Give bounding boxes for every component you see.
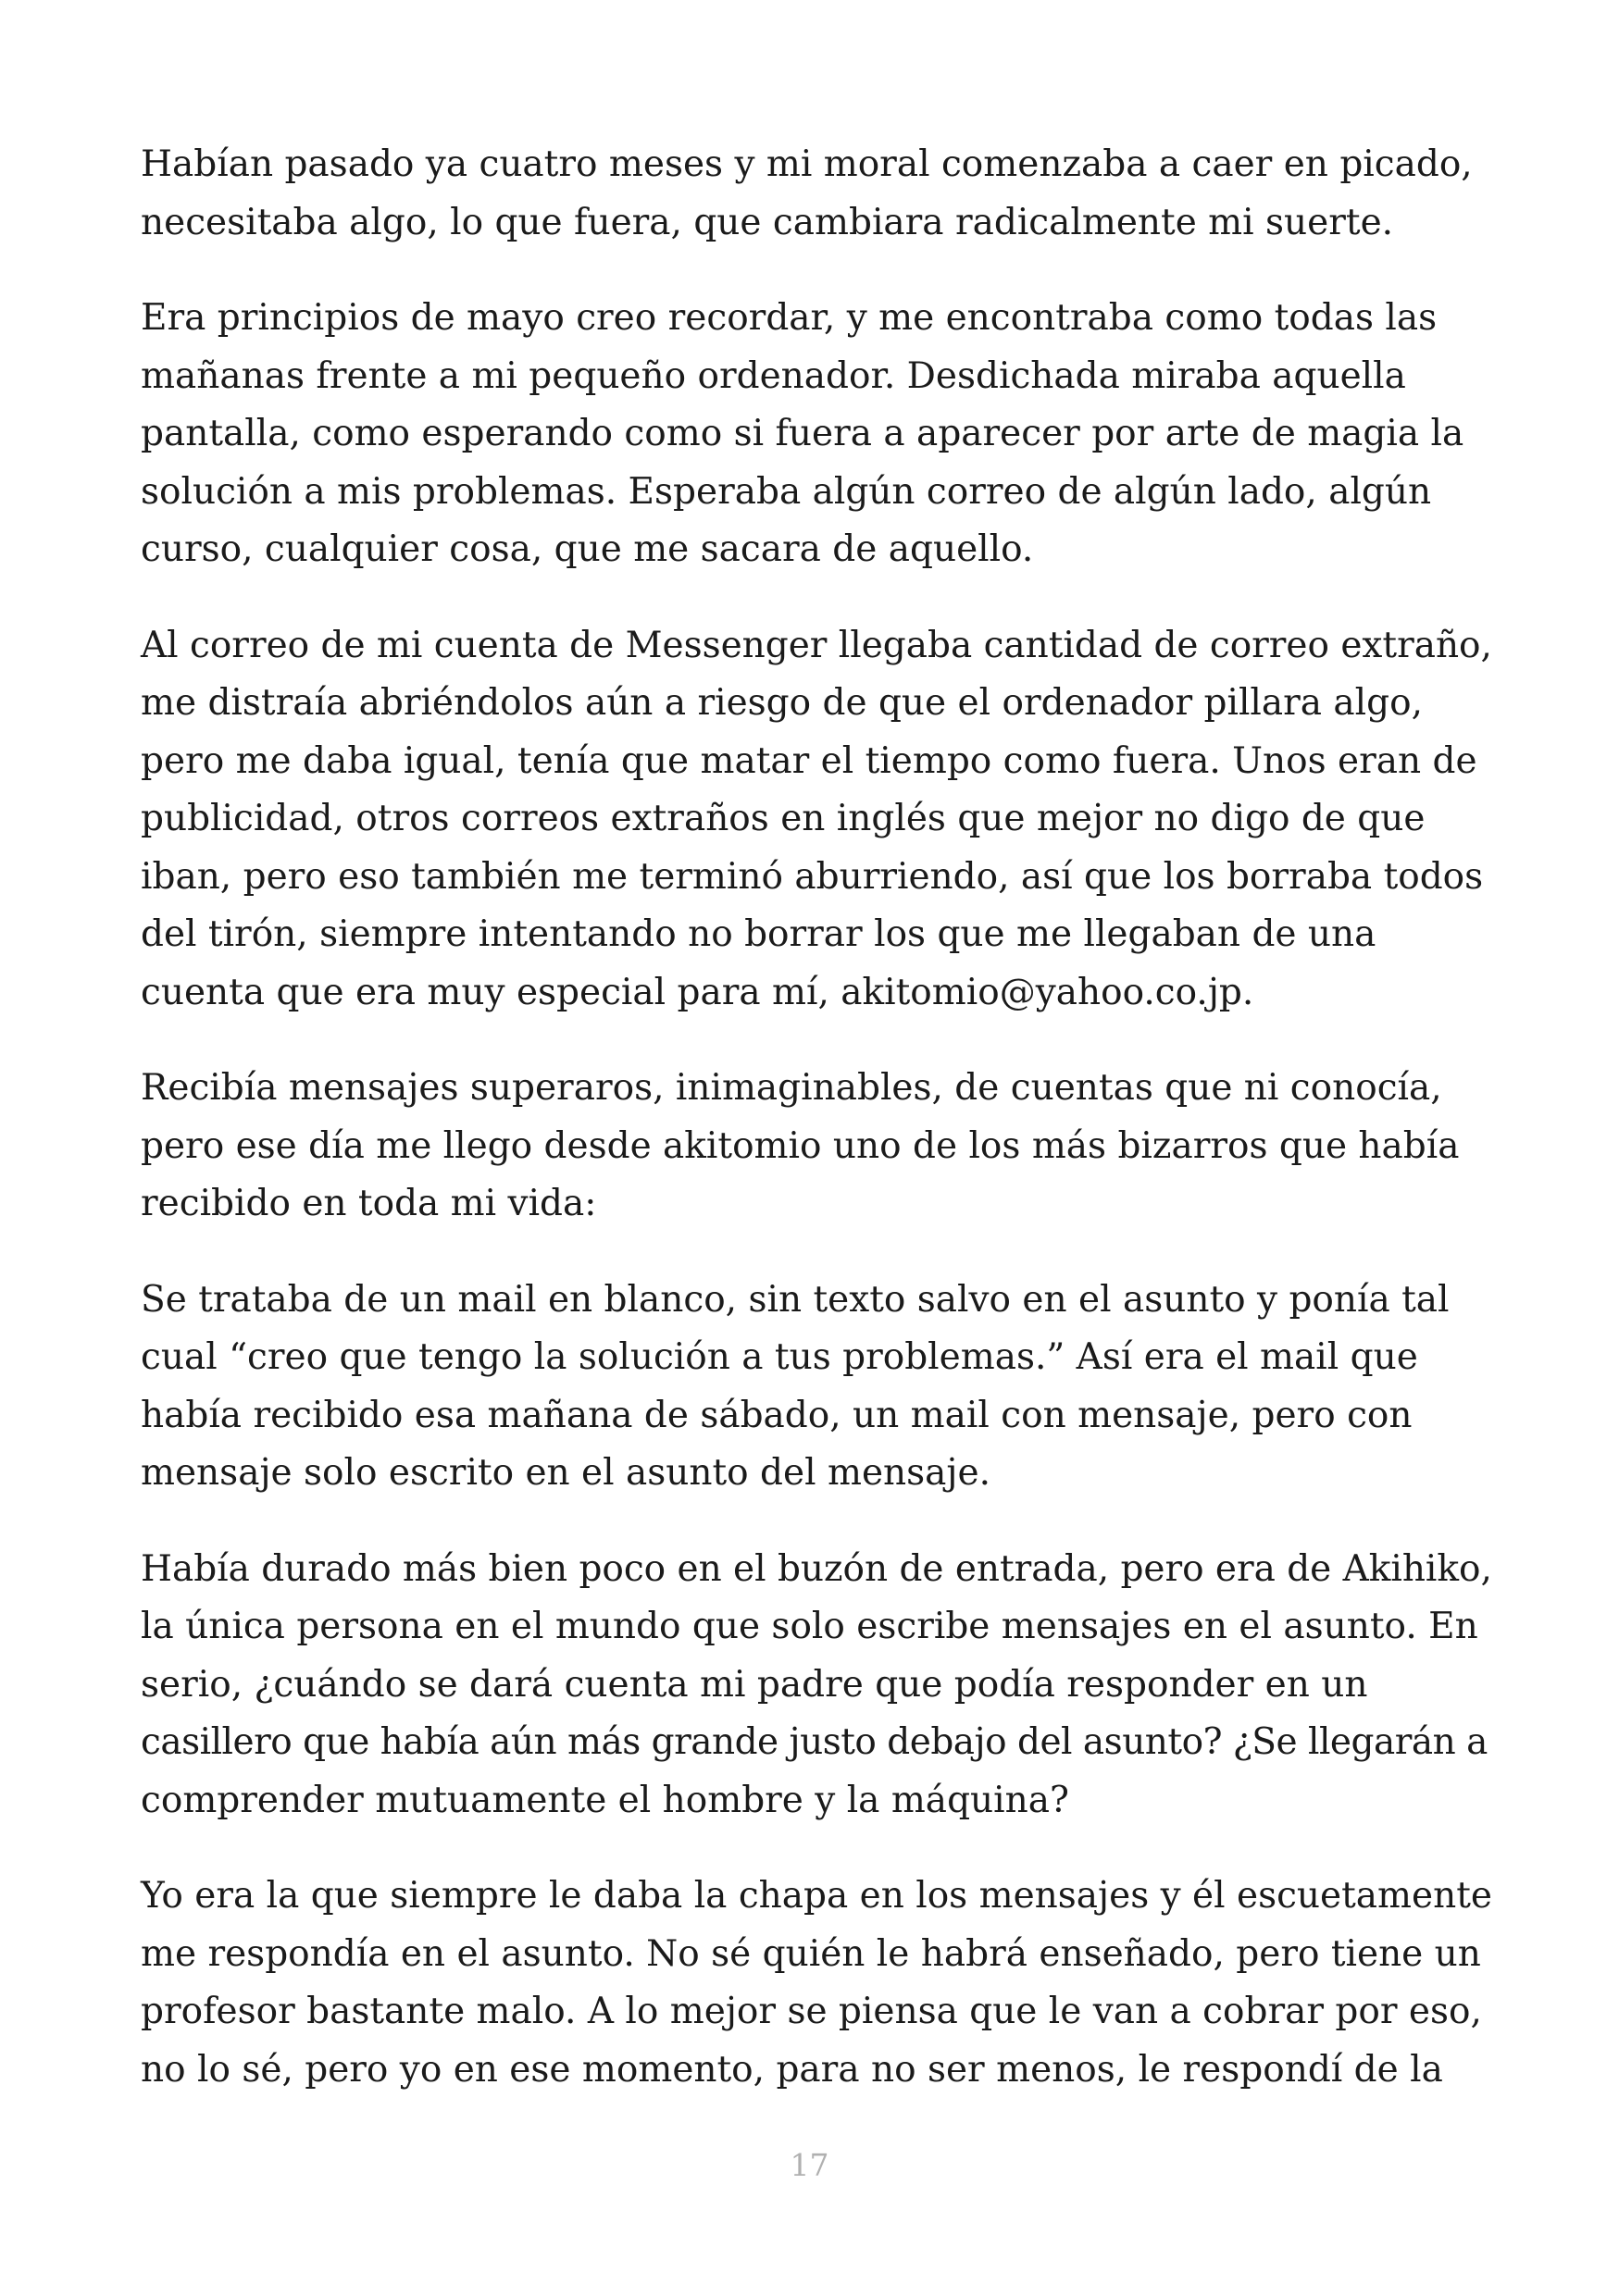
paragraph-6 <box>141 1541 1492 1831</box>
text-line: cuenta que era muy especial para mí, akitomio@yahoo.co.jp. <box>141 971 1254 1013</box>
text-line: pero me daba igual, tenía que matar el tiempo como fuera. Unos eran de <box>141 739 1477 782</box>
text-line: del tirón, siempre intentando no borrar los que me llegaban de una <box>141 913 1376 955</box>
text-line: recibido en toda mi vida: <box>141 1183 597 1224</box>
text-line: Había durado más bien poco en el buzón de entrada, pero era de Akihiko, <box>141 1547 1492 1590</box>
paragraph-3 <box>141 617 1492 1023</box>
text-line: Yo era la que siempre le daba la chapa en los mensajes y él escuetamente <box>141 1875 1492 1917</box>
text-line: Era principios de mayo creo recordar, y me encontraba como todas las <box>141 297 1438 339</box>
text-line: mensaje solo escrito en el asunto del mensaje. <box>141 1452 990 1494</box>
page-number: 17 <box>790 2147 829 2183</box>
paragraph-7 <box>141 1868 1492 2099</box>
text-line: Al correo de mi cuenta de Messenger llegaba cantidad de correo extraño, <box>141 624 1492 666</box>
text-line: solución a mis problemas. Esperaba algún correo de algún lado, algún <box>141 470 1432 513</box>
text-line: iban, pero eso también me terminó aburriendo, así que los borraba todos <box>141 855 1484 898</box>
text-line: Recibía mensajes superaros, inimaginables, de cuentas que ni conocía, <box>141 1067 1442 1109</box>
text-line: había recibido esa mañana de sábado, un mail con mensaje, pero con <box>141 1394 1413 1436</box>
paragraph-5 <box>141 1272 1492 1503</box>
text-line: me distraía abriéndolos aún a riesgo de que el ordenador pillara algo, <box>141 682 1423 724</box>
text-body <box>141 136 1492 2137</box>
text-line: serio, ¿cuándo se dará cuenta mi padre que podía responder en un <box>141 1663 1368 1706</box>
text-line: casillero que había aún más grande justo debajo del asunto? ¿Se llegarán a <box>141 1721 1488 1763</box>
text-line: no lo sé, pero yo en ese momento, para no ser menos, le respondí de la <box>141 2048 1443 2091</box>
text-line: publicidad, otros correos extraños en inglés que mejor no digo de que <box>141 798 1426 839</box>
text-line: necesitaba algo, lo que fuera, que cambiara radicalmente mi suerte. <box>141 201 1394 243</box>
text-line: profesor bastante malo. A lo mejor se piensa que le van a cobrar por eso, <box>141 1991 1482 2032</box>
text-line: cual “creo que tengo la solución a tus problemas.” Así era el mail que <box>141 1336 1418 1378</box>
text-line: Se trataba de un mail en blanco, sin texto salvo en el asunto y ponía tal <box>141 1278 1450 1321</box>
text-line: pero ese día me llego desde akitomio uno de los más bizarros que había <box>141 1124 1460 1167</box>
paragraph-1 <box>141 136 1492 252</box>
text-line: curso, cualquier cosa, que me sacara de aquello. <box>141 528 1034 570</box>
text-line: Habían pasado ya cuatro meses y mi moral comenzaba a caer en picado, <box>141 143 1473 185</box>
paragraph-4 <box>141 1060 1492 1234</box>
text-line: me respondía en el asunto. No sé quién le habrá enseñado, pero tiene un <box>141 1932 1481 1975</box>
paragraph-2 <box>141 290 1492 579</box>
text-line: pantalla, como esperando como si fuera a aparecer por arte de magia la <box>141 413 1464 454</box>
text-line: comprender mutuamente el hombre y la máquina? <box>141 1779 1069 1821</box>
text-line: mañanas frente a mi pequeño ordenador. Desdichada miraba aquella <box>141 354 1406 397</box>
text-line: la única persona en el mundo que solo escribe mensajes en el asunto. En <box>141 1606 1478 1647</box>
